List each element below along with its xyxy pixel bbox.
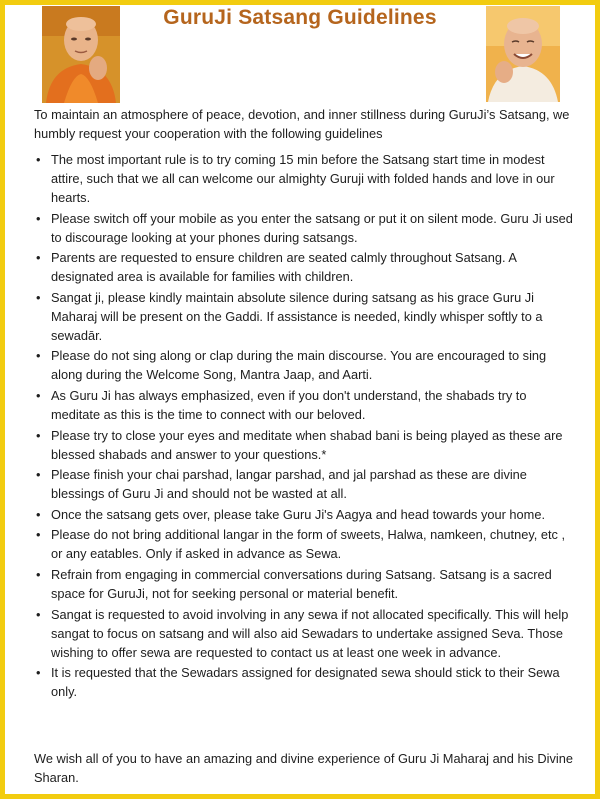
list-item-text: Please do not sing along or clap during the main discourse. You are encouraged to sing along during the Welcome Song, Mantra Jaap, and Aarti. <box>51 348 547 383</box>
list-item-text: Please try to close your eyes and meditate when shabad bani is being played as these are blessed shabads and answer to your questions.* <box>51 427 563 462</box>
list-item <box>34 565 574 603</box>
list-item <box>34 248 574 286</box>
list-item-text: Sangat ji, please kindly maintain absolute silence during satsang as his grace Guru Ji Maharaj will be present on the Gaddi. If assistance is needed, kindly whisper softly to a sewadār. <box>51 289 543 343</box>
list-item <box>34 346 574 384</box>
bullet-icon: • <box>36 152 41 167</box>
bullet-icon: • <box>36 387 41 403</box>
page-title: GuruJi Satsang Guidelines <box>163 6 437 29</box>
list-item-text: Refrain from engaging in commercial conversations during Satsang. Satsang is a sacred space for GuruJi, not for seeking personal or material benefit. <box>51 566 552 601</box>
list-item <box>34 465 574 503</box>
list-item-text: Sangat is requested to avoid involving in any sewa if not allocated specifically. This will help sangat to focus on satsang and will also aid Sewadars to undertake assigned Seva. Those wishing to offer sewa are requested to contact us at least one week in advance. <box>51 606 569 660</box>
list-item-text: As Guru Ji has always emphasized, even if you don't understand, the shabads try to meditate as this is the time to connect with our beloved. <box>51 387 527 422</box>
bullet-icon: • <box>36 250 41 266</box>
list-item-text: It is requested that the Sewadars assigned for designated sewa should stick to their Sewa only. <box>51 665 560 700</box>
bullet-icon: • <box>36 606 41 622</box>
list-item-text: The most important rule is to try coming 15 min before the Satsang start time in modest attire, such that we all can welcome our almighty Guruji with folded hands and love in our hearts. <box>51 152 555 205</box>
bullet-icon: • <box>36 527 41 543</box>
list-item <box>34 505 574 524</box>
list-item <box>34 209 574 247</box>
closing-paragraph: We wish all of you to have an amazing and divine experience of Guru Ji Maharaj and his Divine Sharan. <box>34 751 573 785</box>
list-item-text: Please switch off your mobile as you enter the satsang or put it on silent mode. Guru Ji used to discourage looking at your phones during satsangs. <box>51 210 573 245</box>
bullet-icon: • <box>36 566 41 582</box>
list-item <box>34 663 574 701</box>
bullet-icon: • <box>36 427 41 443</box>
list-item <box>34 426 574 464</box>
bullet-icon: • <box>36 506 41 522</box>
list-item <box>34 288 574 345</box>
bullet-icon: • <box>36 348 41 364</box>
list-item <box>34 386 574 424</box>
list-item-text: Once the satsang gets over, please take Guru Ji's Aagya and head towards your home. <box>51 506 545 522</box>
bullet-icon: • <box>36 467 41 483</box>
intro-paragraph: To maintain an atmosphere of peace, devotion, and inner stillness during GuruJi’s Satsang, we humbly request your cooperation with the following guidelines <box>34 107 570 141</box>
list-item <box>34 525 574 563</box>
list-item <box>34 605 574 662</box>
bullet-icon: • <box>36 210 41 226</box>
list-item-text: Parents are requested to ensure children are seated calmly throughout Satsang. A designated area is available for families with children. <box>51 250 517 285</box>
bullet-icon: • <box>36 289 41 305</box>
list-item-text: Please do not bring additional langar in the form of sweets, Halwa, namkeen, chutney, etc , or any eatables. Only if asked in advance as Sewa. <box>51 527 566 562</box>
guidelines-list <box>34 150 574 703</box>
bullet-icon: • <box>36 665 41 681</box>
list-item-text: Please finish your chai parshad, langar parshad, and jal parshad as these are divine blessings of Guru Ji and should not be wasted at all. <box>51 467 527 502</box>
list-item <box>34 150 574 207</box>
guruji-smiling-photo <box>486 6 560 102</box>
